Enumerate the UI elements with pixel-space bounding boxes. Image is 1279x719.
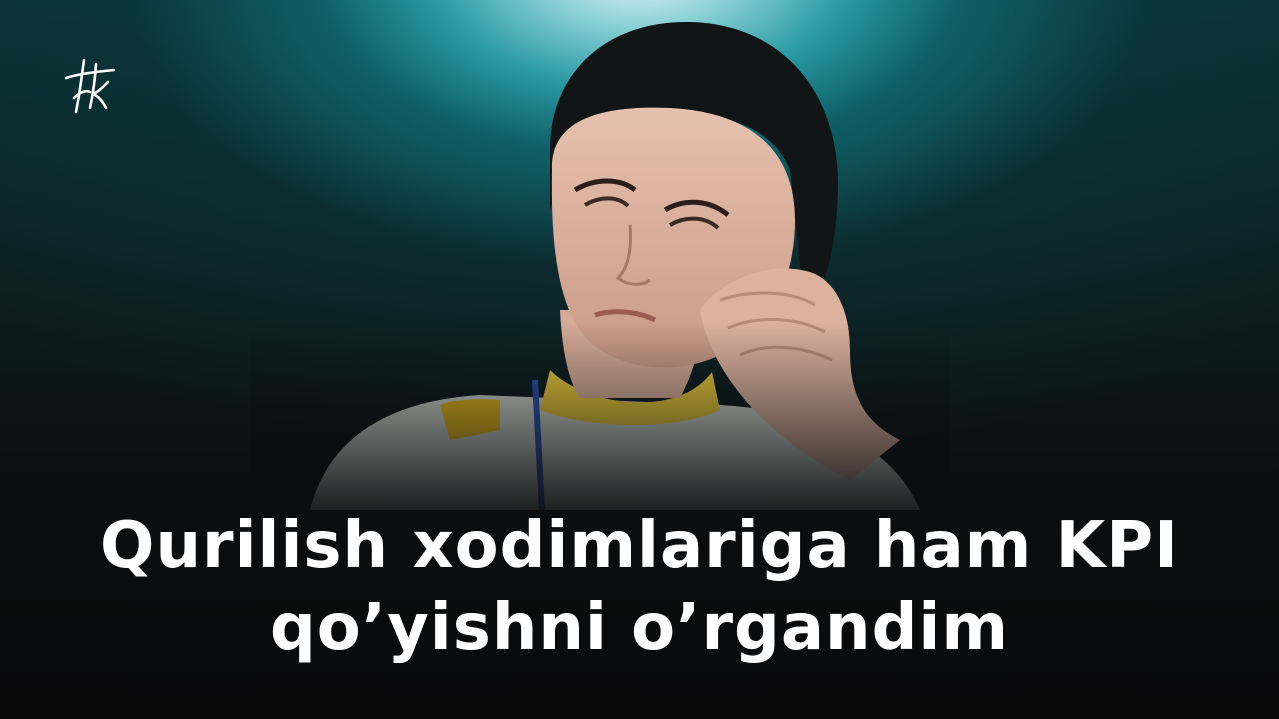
headline bbox=[0, 505, 1279, 669]
headline-line-2: qo’yishni o’rgandim bbox=[269, 591, 1010, 665]
brand-monogram-icon bbox=[60, 52, 120, 116]
portrait-illustration bbox=[250, 10, 950, 530]
headline-line-1: Qurilish xodimlariga ham KPI bbox=[100, 509, 1179, 583]
